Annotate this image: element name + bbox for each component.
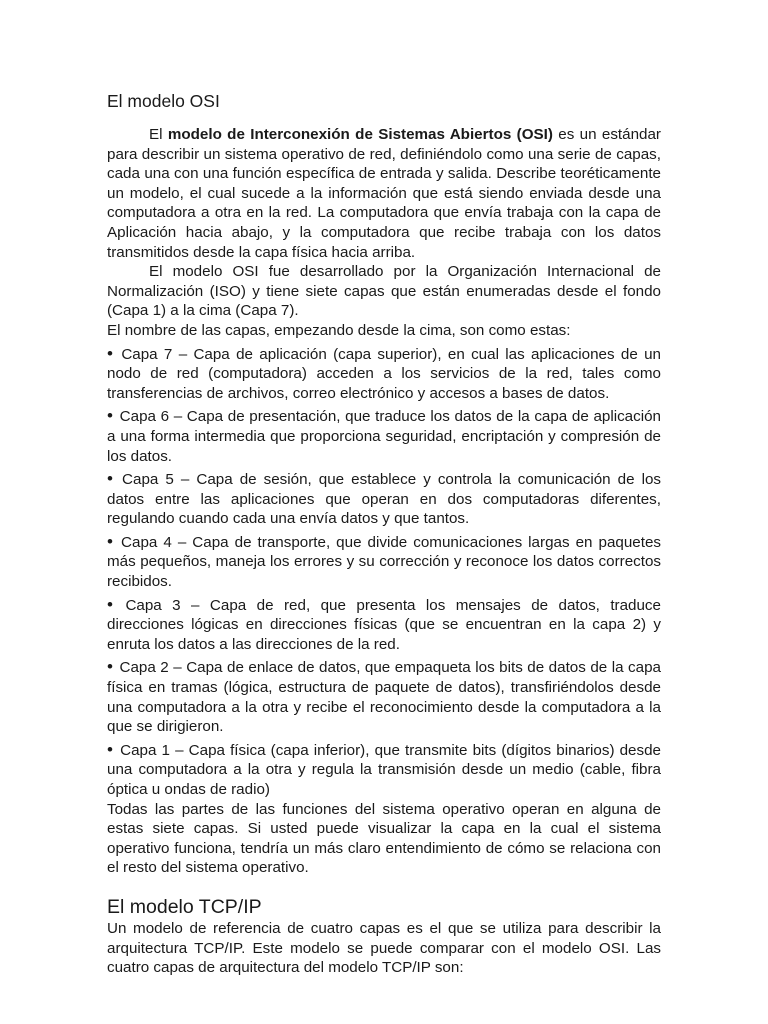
bullet-icon: • xyxy=(107,739,113,759)
layer-3-text: Capa 3 – Capa de red, que presenta los mensajes de datos, traduce direcciones lógicas en direcciones físicas (que se encuentran en la capa 2) y enruta los datos a las direcciones de la red. xyxy=(107,596,661,653)
osi-layer-list xyxy=(107,344,661,800)
list-item-layer-5 xyxy=(107,469,661,529)
section-title-osi: El modelo OSI xyxy=(107,91,220,111)
osi-layers-intro: El nombre de las capas, empezando desde la cima, son como estas: xyxy=(107,321,571,339)
layer-2-text: Capa 2 – Capa de enlace de datos, que empaqueta los bits de datos de la capa física en tramas (lógica, estructura de paquete de datos), transfiriéndolos desde una computadora a la otra y recibe el reconocimiento desde la computadora a la que se dirigieron. xyxy=(107,659,661,736)
layer-5-text: Capa 5 – Capa de sesión, que establece y controla la comunicación de los datos entre las aplicaciones que operan en dos computadoras diferentes, regulando cuando cada una envía datos y que tantos. xyxy=(107,471,661,528)
osi-iso-paragraph: El modelo OSI fue desarrollado por la Organización Internacional de Normalización (ISO) y tiene siete capas que están enumeradas desde el fondo (Capa 1) a la cima (Capa 7). xyxy=(107,263,661,320)
osi-intro-bold-term: modelo de Interconexión de Sistemas Abiertos (OSI) xyxy=(167,126,553,143)
layer-6-text: Capa 6 – Capa de presentación, que traduce los datos de la capa de aplicación a una forma intermedia que proporciona seguridad, encriptación y compresión de los datos. xyxy=(107,408,661,465)
bullet-icon: • xyxy=(107,657,113,677)
list-item-layer-4 xyxy=(107,532,661,592)
bullet-icon: • xyxy=(107,531,113,551)
osi-intro-rest: es un estándar para describir un sistema operativo de red, definiéndolo como una serie de capas, cada una con una función específica de entrada y salida. Describe teoréticamente un modelo, el cual sucede a la información que está siendo enviada desde una computadora a otra en la red. La computadora que envía trabaja con la capa de Aplicación hacia abajo, y la computadora que recibe trabaja con los datos transmitidos desde la capa física hacia arriba. xyxy=(107,126,661,261)
list-item-layer-7 xyxy=(107,344,661,404)
list-item-layer-3 xyxy=(107,595,661,655)
list-item-layer-6 xyxy=(107,406,661,466)
bullet-icon: • xyxy=(107,594,113,614)
bullet-icon: • xyxy=(107,469,113,489)
osi-intro-lead: El xyxy=(149,126,168,143)
bullet-icon: • xyxy=(107,406,113,426)
layer-4-text: Capa 4 – Capa de transporte, que divide comunicaciones largas en paquetes más pequeños, maneja los errores y su corrección y reconoce los datos correctos recibidos. xyxy=(107,533,661,591)
list-item-layer-2 xyxy=(107,657,661,736)
osi-intro-paragraph xyxy=(107,125,661,262)
osi-summary-paragraph: Todas las partes de las funciones del sistema operativo operan en alguna de estas siete capas. Si usted puede visualizar la capa en la cual el sistema operativo funciona, tendría un más claro entendimiento de cómo se relaciona con el resto del sistema operativo. xyxy=(107,800,661,877)
document-page xyxy=(107,90,661,978)
section-title-tcpip: El modelo TCP/IP xyxy=(107,895,262,918)
list-item-layer-1 xyxy=(107,740,661,800)
bullet-icon: • xyxy=(107,343,113,363)
layer-7-text: Capa 7 – Capa de aplicación (capa superior), en cual las aplicaciones de un nodo de red (computadora) acceden a los servicios de la red, tales como transferencias de archivos, correo electrónico y accesos a bases de datos. xyxy=(107,345,661,402)
layer-1-text: Capa 1 – Capa física (capa inferior), que transmite bits (dígitos binarios) desde una computadora a la otra y regula la transmisión desde un medio (cable, fibra óptica u ondas de radio) xyxy=(107,741,661,798)
tcpip-intro-paragraph: Un modelo de referencia de cuatro capas es el que se utiliza para describir la arquitectura TCP/IP. Este modelo se puede comparar con el modelo OSI. Las cuatro capas de arquitectura del modelo TCP/IP son: xyxy=(107,919,661,977)
